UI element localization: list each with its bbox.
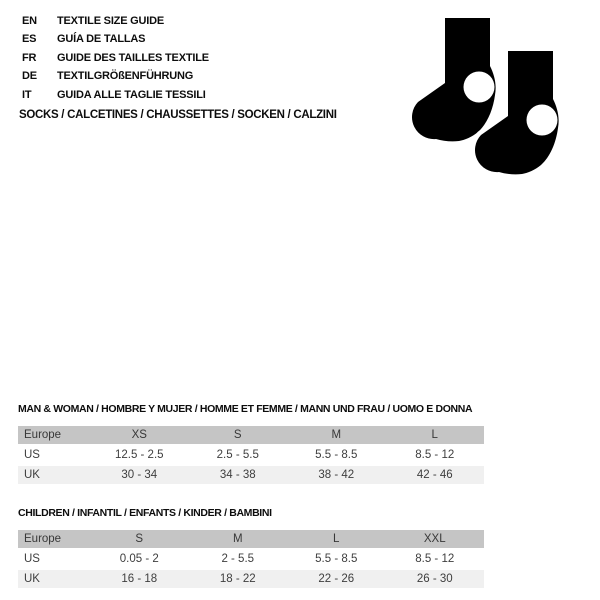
value-cell: 12.5 - 2.5	[114, 449, 164, 461]
value-cell: 0.05 - 2	[119, 553, 159, 565]
language-row-it	[22, 86, 209, 104]
socks-icon	[405, 10, 575, 182]
value-cell: 22 - 26	[318, 573, 355, 585]
value-cell: 2 - 5.5	[221, 553, 255, 565]
header-cell-size: M	[331, 429, 342, 441]
language-label: TEXTILE SIZE GUIDE	[57, 15, 165, 27]
header-cell-size: S	[233, 429, 242, 441]
table-title: MAN & WOMAN / HOMBRE Y MUJER / HOMME ET FEMME / MANN UND FRAU / UOMO E DONNA	[18, 403, 473, 415]
region-cell: UK	[24, 573, 40, 585]
header-cell-size: XS	[131, 429, 147, 441]
value-cell: 2.5 - 5.5	[216, 449, 259, 461]
language-code: FR	[22, 51, 37, 64]
value-cell: 8.5 - 12	[415, 553, 455, 565]
language-row-de	[22, 67, 209, 85]
language-row-es	[22, 30, 209, 48]
header-cell-size: M	[232, 533, 243, 545]
value-cell: 5.5 - 8.5	[315, 553, 358, 565]
value-cell: 8.5 - 12	[415, 449, 455, 461]
region-cell: US	[24, 553, 40, 565]
category-heading: SOCKS / CALCETINES / CHAUSSETTES / SOCKEN / CALZINI	[19, 109, 337, 121]
language-code: IT	[22, 88, 32, 101]
value-cell: 30 - 34	[121, 469, 158, 481]
table-title: CHILDREN / INFANTIL / ENFANTS / KINDER / BAMBINI	[18, 507, 272, 519]
value-cell: 34 - 38	[219, 469, 256, 481]
language-label: GUÍA DE TALLAS	[57, 33, 146, 46]
table-row-us	[18, 550, 484, 568]
value-cell: 18 - 22	[219, 573, 256, 585]
header-cell-region: Europe	[24, 533, 62, 545]
language-label: GUIDA ALLE TAGLIE TESSILI	[57, 88, 206, 101]
language-code: EN	[22, 15, 37, 27]
header-cell-size: L	[431, 429, 438, 441]
table-row-uk	[18, 570, 484, 588]
language-label: GUIDE DES TAILLES TEXTILE	[57, 51, 209, 64]
language-code: DE	[22, 70, 37, 83]
value-cell: 26 - 30	[416, 573, 453, 585]
header-cell-size: XXL	[423, 533, 446, 545]
table-row-uk	[18, 466, 484, 484]
language-code: ES	[22, 33, 37, 46]
value-cell: 16 - 18	[121, 573, 158, 585]
language-list	[22, 12, 209, 104]
table-header-row	[18, 426, 484, 444]
table-header-row	[18, 530, 484, 548]
header-cell-region: Europe	[24, 429, 62, 441]
language-row-fr	[22, 49, 209, 67]
value-cell: 5.5 - 8.5	[315, 449, 358, 461]
table-row-us	[18, 446, 484, 464]
language-label: TEXTILGRÖßENFÜHRUNG	[57, 70, 194, 83]
header-cell-size: L	[333, 533, 340, 545]
language-row-en	[22, 12, 209, 30]
header-cell-size: S	[135, 533, 144, 545]
size-table-children	[18, 507, 484, 590]
region-cell: UK	[24, 469, 40, 481]
value-cell: 42 - 46	[416, 469, 453, 481]
value-cell: 38 - 42	[318, 469, 355, 481]
region-cell: US	[24, 449, 40, 461]
size-table-man-woman	[18, 403, 484, 486]
